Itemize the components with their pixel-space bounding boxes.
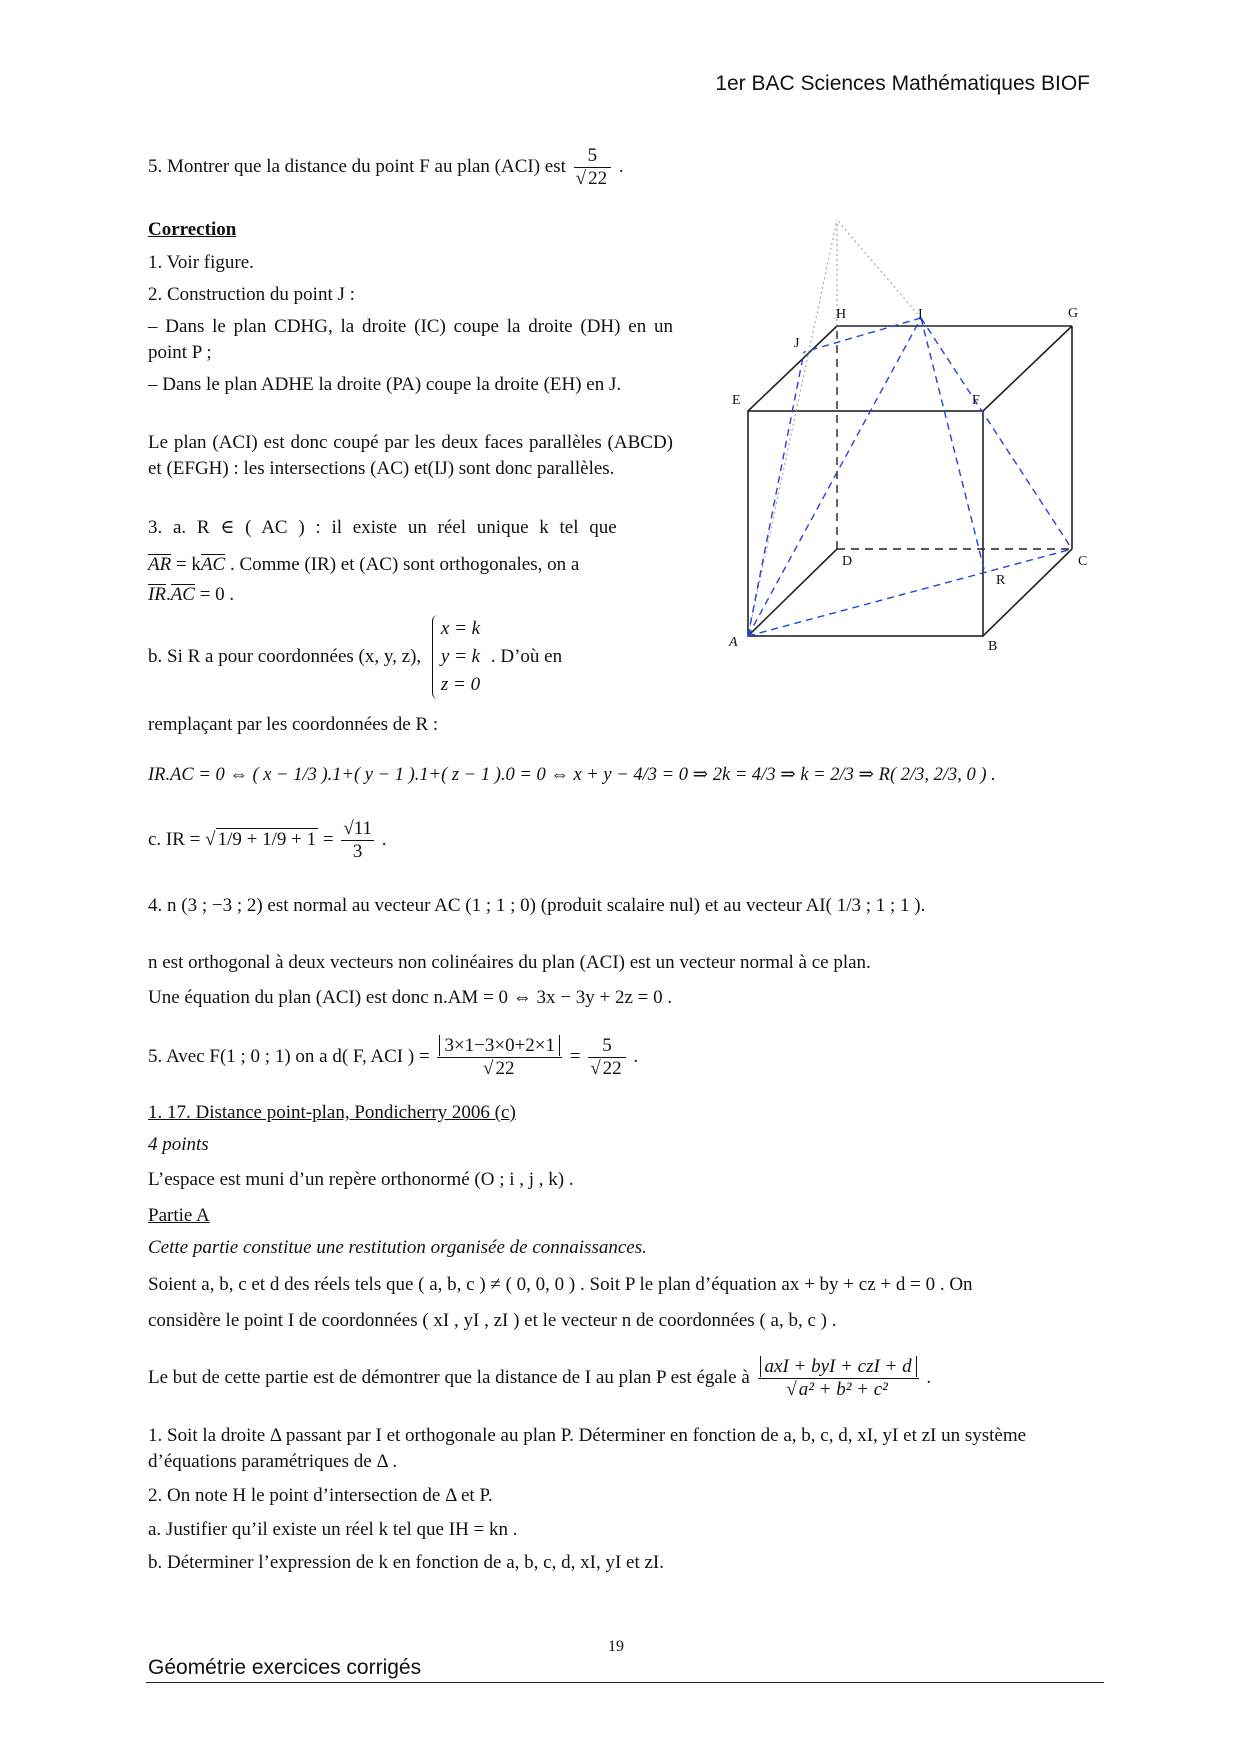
question-5-num: 5 [574, 145, 611, 168]
corr-14-pre: 5. Avec F(1 ; 0 ; 1) on a d( F, ACI ) = [148, 1045, 430, 1067]
exercise-line-2: Soient a, b, c et d des réels tels que ( a, b, c ) ≠ ( 0, 0, 0 ) . Soit P le plan d’équation ax + by + cz + d = 0 . On [148, 1274, 973, 1295]
exercise-line-4: Le but de cette partie est de démontrer que la distance de I au plan P est égale à $\frac{\text{axI + byI + czI + d}}{\text{√ a² + b² + c²}}$ . [148, 1356, 932, 1400]
vector-ar: AR [148, 554, 172, 575]
corr-line-2: 2. Construction du point J : [148, 284, 355, 305]
corr-line-12: n est orthogonal à deux vecteurs non colinéaires du plan (ACI) est un vecteur normal à ce plan. [148, 952, 871, 973]
section-line-ir [921, 318, 985, 573]
label-i: I [918, 307, 923, 322]
corr-line-9: IR.AC = 0 ⇔ ( x − 1/3 ).1+( y − 1 ).1+( z − 1 ).0 = 0 ⇔ x + y − 4/3 = 0 ⇒ 2k = 4/3 ⇒ k = 2/3 ⇒ R( 2/3, 2/3, 0 ) . [148, 765, 996, 785]
corr-10-eq: = [322, 828, 334, 850]
edge-bc [983, 549, 1072, 636]
exercise-line-5: 1. Soit la droite Δ passant par I et orthogonale au plan P. Déterminer en fonction de a, b, c, d, xI, yI et zI un système d’équations paramétriques de Δ . [148, 1425, 1027, 1472]
corr-line-6c: IR.AC = 0 . [148, 584, 235, 605]
question-5-text: 5. Montrer que la distance du point F au plan (ACI) est [148, 155, 566, 177]
corr-14-num: 3×1−3×0+2×1 [439, 1035, 560, 1056]
corr-10-pre: c. IR = [148, 828, 201, 850]
construction-line-ap [748, 220, 837, 636]
corr-14-num2: 5 [588, 1035, 625, 1058]
question-5-den: 22 [588, 168, 608, 189]
corr-line-7 [148, 615, 562, 699]
edge-fg [983, 326, 1072, 411]
corr-6b-mid: = k [175, 554, 201, 575]
ex-4-num: axI + byI + czI + d [760, 1356, 917, 1377]
section-line-ic [921, 318, 1072, 549]
corr-10-end: . [381, 828, 387, 850]
corr-7-post: . D’où en [490, 646, 563, 667]
section-line-aj [748, 352, 804, 636]
footer-rule [146, 1682, 1104, 1683]
label-a: A [729, 635, 738, 650]
section-line-ai [748, 318, 921, 636]
corr-7-pre: b. Si R a pour coordonnées (x, y, z), [148, 646, 422, 667]
corr-6c-rest: = 0 . [199, 584, 235, 605]
equation-system [432, 615, 480, 699]
footer-title: Géométrie exercices corrigés [148, 1656, 422, 1679]
exercise-line-3: considère le point I de coordonnées ( xI , yI , zI ) et le vecteur n de coordonnées ( a, b, c ) . [148, 1310, 837, 1331]
ex-4-pre: Le but de cette partie est de démontrer que la distance de I au plan P est égale à [148, 1366, 750, 1388]
corr-line-6b [148, 552, 579, 578]
edge-eh [748, 326, 837, 411]
correction-heading: Correction [148, 219, 237, 240]
exercise-points: 4 points [148, 1134, 209, 1155]
corr-line-1: 1. Voir figure. [148, 252, 254, 273]
corr-14-den: 22 [495, 1058, 515, 1079]
corr-14-den2: 22 [602, 1058, 622, 1079]
corr-line-4: – Dans le plan ADHE la droite (PA) coupe la droite (EH) en J. [148, 374, 622, 395]
partie-a-heading: Partie A [148, 1205, 210, 1226]
section-line-ij [804, 318, 921, 352]
corr-10-num: √11 [343, 818, 373, 839]
exercise-line-7: a. Justifier qu’il existe un réel k tel que IH = kn . [148, 1519, 518, 1540]
exercise-line-6: 2. On note H le point d’intersection de Δ et P. [148, 1485, 493, 1506]
exercise-line-1: L’espace est muni d’un repère orthonormé (O ; i , j , k) . [148, 1169, 574, 1190]
corr-10-den: 3 [352, 841, 363, 862]
ex-4-end: . [926, 1366, 932, 1388]
corr-14-end: . [633, 1045, 639, 1067]
page-header: 1er BAC Sciences Mathématiques BIOF [715, 72, 1090, 95]
corr-line-8: remplaçant par les coordonnées de R : [148, 714, 439, 735]
label-d: D [842, 554, 853, 569]
corr-line-6a: 3. a. R ∈ ( AC ) : il existe un réel unique k tel que [148, 517, 617, 538]
label-f: F [972, 393, 980, 408]
exercise-line-8: b. Déterminer l’expression de k en fonction de a, b, c, d, xI, yI et zI. [148, 1552, 664, 1573]
sys-eq-2: y = k [440, 646, 481, 667]
ex-4-den: a² + b² + c² [798, 1379, 888, 1400]
corr-line-10: c. IR = √ 1/9 + 1/9 + 1 = $\frac{√11}{3}$ . [148, 818, 387, 862]
vector-ac: AC [200, 554, 226, 575]
corr-line-11: 4. n (3 ; −3 ; 2) est normal au vecteur AC (1 ; 1 ; 0) (produit scalaire nul) et au vecteur AI( 1/3 ; 1 ; 1 ). [148, 895, 926, 916]
corr-line-3: – Dans le plan CDHG, la droite (IC) coupe la droite (DH) en un point P ; [148, 316, 673, 363]
corr-line-5: Le plan (ACI) est donc coupé par les deux faces parallèles (ABCD) et (EFGH) : les intersections (AC) et(IJ) sont donc parallèles. [148, 432, 673, 479]
sys-eq-3: z = 0 [440, 674, 481, 695]
sys-eq-1: x = k [440, 618, 481, 639]
label-h: H [836, 307, 847, 322]
partie-a-intro: Cette partie constitue une restitution organisée de connaissances. [148, 1237, 647, 1258]
label-j: J [794, 336, 800, 351]
cube-figure [720, 205, 1120, 660]
label-g: G [1068, 306, 1079, 321]
corr-line-14: 5. Avec F(1 ; 0 ; 1) on a d( F, ACI ) = $\frac{3\times 1-3\times 0+2\times 1}{√ 22}$ = $\frac{5}{√ 22}$ . [148, 1035, 639, 1079]
question-5: 5. Montrer que la distance du point F au plan (ACI) est $\frac{5}{√ 22}$ . [148, 145, 624, 189]
label-b: B [988, 639, 998, 654]
corr-10-rad: 1/9 + 1/9 + 1 [217, 828, 317, 850]
vector-ir: IR [148, 584, 166, 605]
exercise-title: 1. 17. Distance point-plan, Pondicherry 2006 (c) [148, 1102, 516, 1123]
section-line-ac [748, 549, 1072, 636]
footer-page-number: 19 [608, 1638, 624, 1655]
corr-6b-rest: . Comme (IR) et (AC) sont orthogonales, on a [229, 554, 580, 575]
label-c: C [1078, 554, 1088, 569]
vector-ac-2: AC [170, 584, 195, 605]
construction-line-ip [837, 220, 921, 318]
edge-ad [748, 549, 837, 636]
label-r: R [996, 573, 1006, 588]
question-5-end: . [618, 155, 624, 177]
label-e: E [732, 393, 741, 408]
corr-line-13: Une équation du plan (ACI) est donc n.AM = 0 ⇔ 3x − 3y + 2z = 0 . [148, 987, 673, 1008]
